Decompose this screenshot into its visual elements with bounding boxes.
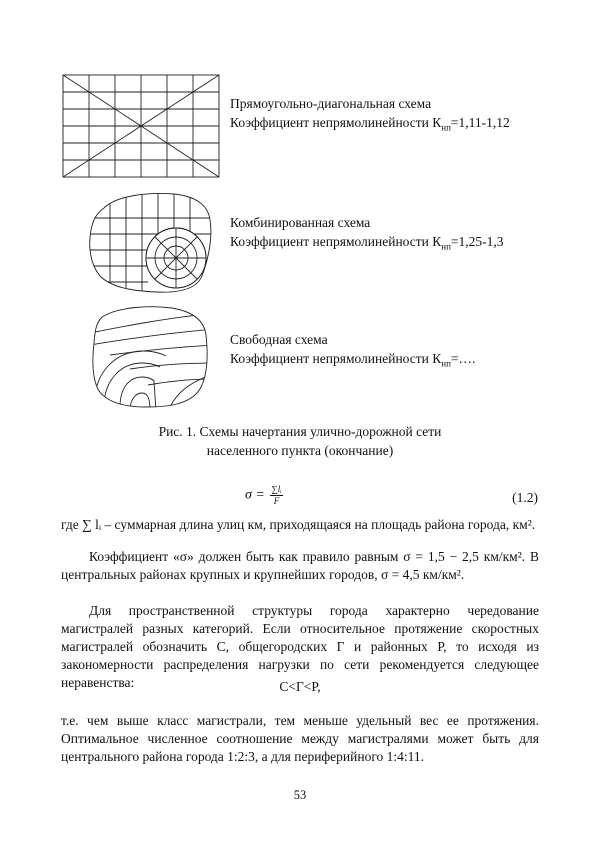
final-text: т.е. чем выше класс магистрали, тем меньше удельный вес ее протяжения. Оптимальное численное соотношение между магистралями может быть для центрального района города 1:2:3, а для периферийного 1:4:11. (61, 713, 539, 764)
page-number: 53 (293, 788, 307, 802)
formula-fraction (270, 484, 282, 507)
scheme-3-name: Свободная схема (230, 332, 328, 347)
formula-denominator: F (273, 496, 280, 506)
coef-paragraph (61, 548, 539, 584)
scheme-2-caption (230, 213, 504, 257)
inequality-text: С<Г<Р, (279, 679, 321, 694)
figure-caption-line-2: населенного пункта (окончание) (206, 443, 394, 458)
scheme-2-name: Комбинированная схема (230, 215, 371, 230)
where-paragraph (61, 516, 539, 534)
final-paragraph (61, 712, 539, 766)
free-scheme (90, 303, 215, 411)
coef-text: Коэффициент «σ» должен быть как правило равным σ = 1,5 − 2,5 км/км². В центральных районах крупных и крупнейших городов, σ = 4,5 км/км². (61, 549, 539, 582)
scheme-3-caption (230, 330, 475, 374)
scheme-1-name: Прямоугольно-диагональная схема (230, 96, 432, 111)
formula-1-2 (0, 484, 600, 516)
formula-lhs: σ = (245, 487, 269, 503)
formula-numerator: ∑lᵢ (271, 484, 282, 494)
inequality (61, 678, 539, 696)
rectangular-diagonal-scheme (62, 74, 222, 180)
formula-expression (245, 484, 283, 507)
where-text: где ∑ lᵢ – суммарная длина улиц км, приходящаяся на площадь района города, км². (61, 517, 536, 532)
combined-scheme (86, 190, 216, 295)
scheme-1-coef: Коэффициент непрямолинейности $К_{нп}=1,11-1,12$ (230, 115, 510, 133)
formula-number: (1.2) (512, 490, 538, 505)
scheme-1-caption (230, 94, 510, 138)
scheme-3-coef: Коэффициент непрямолинейности $К_{нп}=\dots$. (230, 351, 476, 369)
scheme-2-coef: Коэффициент непрямолинейности $К_{нп}=1,25-1,3$ (230, 234, 504, 252)
figure-caption-line-1: Рис. 1. Схемы начертания улично-дорожной сети (158, 424, 442, 439)
structure-text: Для пространственной структуры города характерно чередование магистралей разных категорий. Если относительное протяжение скоростных магистралей обозначить С, общегородских Г и районных Р, то исходя из закономерности распределения нагрузки по сети рекомендуется следующее неравенства: (61, 603, 539, 690)
